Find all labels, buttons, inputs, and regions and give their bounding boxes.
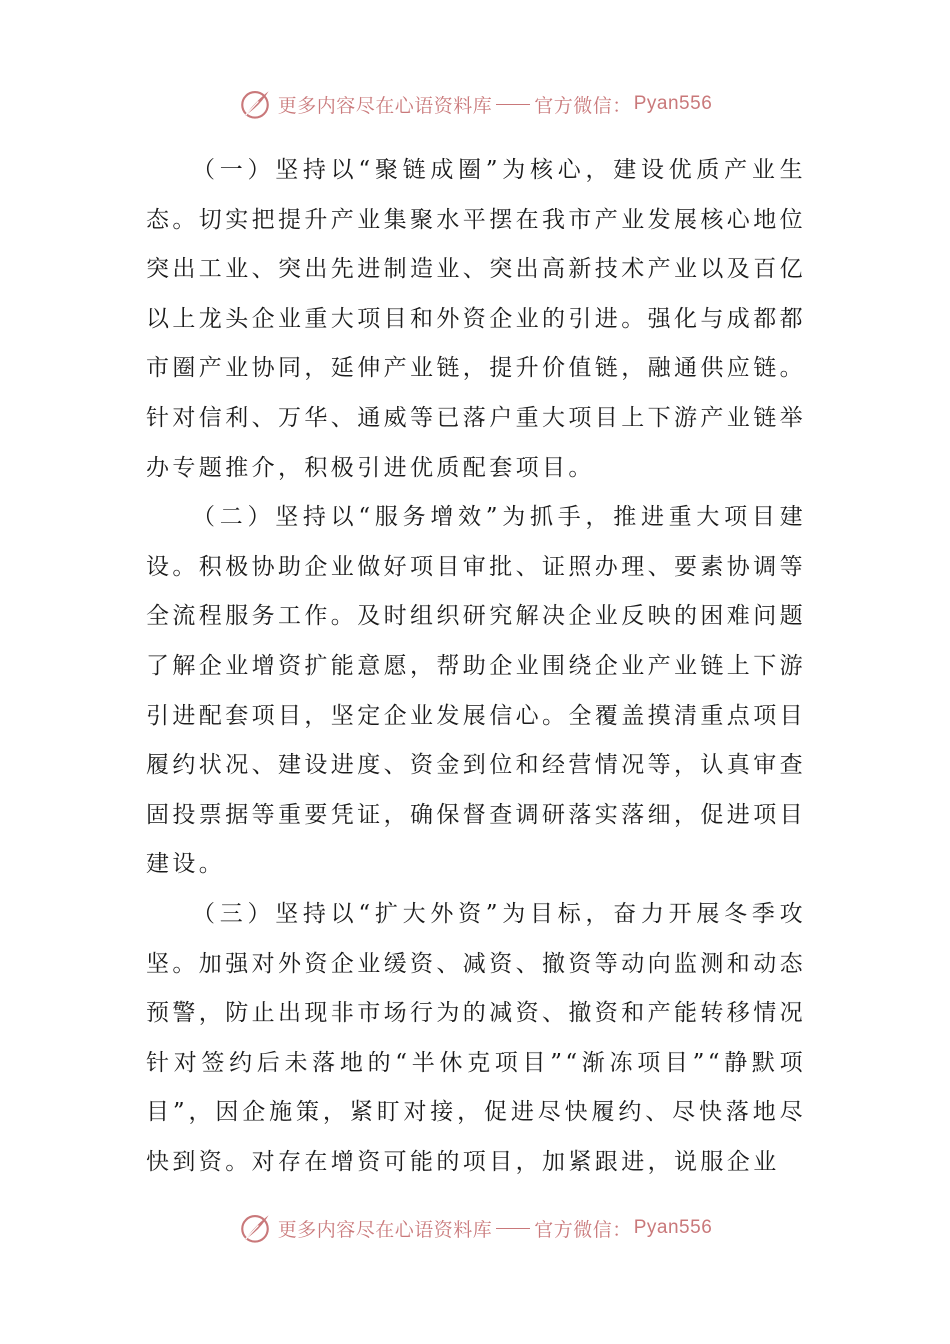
quill-logo-icon xyxy=(238,87,272,121)
footer-watermark xyxy=(0,1206,950,1250)
watermark-label: 官方微信： xyxy=(534,1218,632,1241)
quill-logo-icon xyxy=(238,1211,272,1245)
header-watermark xyxy=(0,82,950,126)
watermark-wechat-id: Pyan556 xyxy=(633,1217,713,1238)
watermark-wechat-id: Pyan556 xyxy=(633,93,713,114)
watermark-label: 官方微信： xyxy=(534,94,632,117)
paragraph-2: （二）坚持以“服务增效”为抓手，推进重大项目建设。积极协助企业做好项目审批、证照办理、要素协调等全流程服务工作。及时组织研究解决企业反映的困难问题了解企业增资扩能意愿，帮助企业围绕企业产业链上下游引进配套项目，坚定企业发展信心。全覆盖摸清重点项目履约状况、建设进度、资金到位和经营情况等，认真审查固投票据等重要凭证，确保督查调研落实落细，促进项目建设。 xyxy=(146,504,806,878)
paragraph-3: （三）坚持以“扩大外资”为目标，奋力开展冬季攻坚。加强对外资企业缓资、减资、撤资等动向监测和动态预警，防止出现非市场行为的减资、撤资和产能转移情况针对签约后未落地的“半休克项目”“渐冻项目”“静默项目”，因企施策，紧盯对接，促进尽快履约、尽快落地尽快到资。对存在增资可能的项目，加紧跟进，说服企业 xyxy=(146,900,806,1175)
paragraph-1: （一）坚持以“聚链成圈”为核心，建设优质产业生态。切实把提升产业集聚水平摆在我市产业发展核心地位突出工业、突出先进制造业、突出高新技术产业以及百亿以上龙头企业重大项目和外资企业的引进。强化与成都都市圈产业协同，延伸产业链，提升价值链，融通供应链。针对信利、万华、通威等已落户重大项目上下游产业链举办专题推介，积极引进优质配套项目。 xyxy=(146,157,806,481)
watermark-brand: 更多内容尽在心语资料库 xyxy=(277,1218,493,1241)
watermark-brand: 更多内容尽在心语资料库 xyxy=(277,94,493,117)
watermark-dash xyxy=(496,104,530,105)
watermark-dash xyxy=(496,1228,530,1229)
document-body xyxy=(146,146,806,1187)
